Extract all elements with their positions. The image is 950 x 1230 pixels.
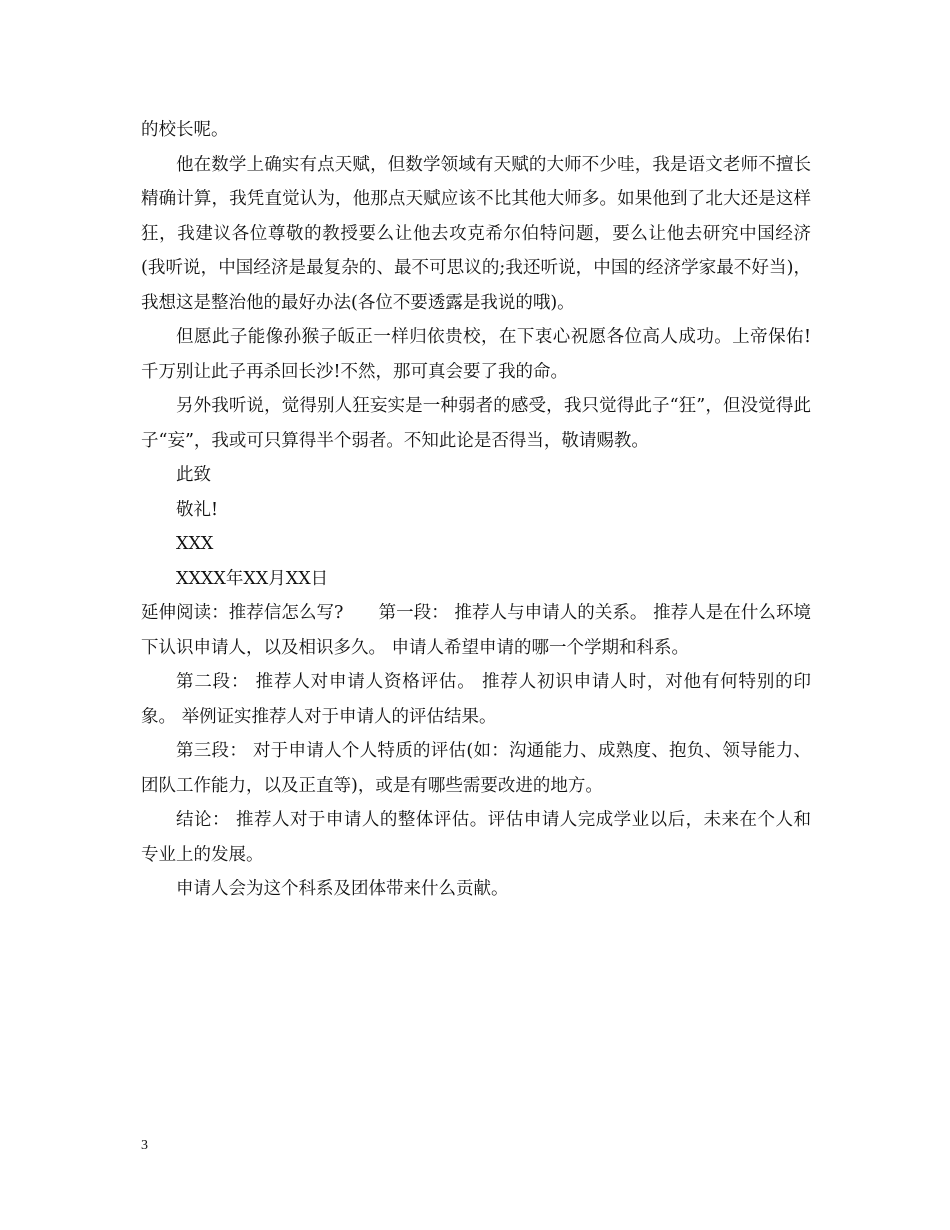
extended-reading-paragraph: 延伸阅读：推荐信怎么写? 第一段： 推荐人与申请人的关系。 推荐人是在什么环境下认识申请人，以及相识多久。 申请人希望申请的哪一个学期和科系。 xyxy=(141,603,811,658)
conclusion-paragraph: 结论： 推荐人对于申请人的整体评估。评估申请人完成学业以后，未来在个人和专业上的发展。 xyxy=(141,810,811,865)
signature-name: XXX xyxy=(176,534,214,554)
paragraph-1: 的校长呢。 xyxy=(141,120,229,140)
page-number: 3 xyxy=(141,1138,148,1153)
signature-date: XXXX年XX月XX日 xyxy=(176,568,329,589)
paragraph-4: 另外我听说，觉得别人狂妄实是一种弱者的感受，我只觉得此子“狂”，但没觉得此子“妄”，我或可只算得半个弱者。不知此论是否得当，敬请赐教。 xyxy=(141,396,811,451)
second-section-paragraph: 第二段： 推荐人对申请人资格评估。 推荐人初识申请人时，对他有何特别的印象。 举例证实推荐人对于申请人的评估结果。 xyxy=(141,672,811,727)
closing-salutation: 此致 xyxy=(176,465,211,485)
closing-regards: 敬礼! xyxy=(176,499,219,520)
contribution-paragraph: 申请人会为这个科系及团体带来什么贡献。 xyxy=(176,879,509,899)
third-section-paragraph: 第三段： 对于申请人个人特质的评估(如：沟通能力、成熟度、抱负、领导能力、团队工作能力，以及正直等)，或是有哪些需要改进的地方。 xyxy=(141,741,811,796)
paragraph-2: 他在数学上确实有点天赋，但数学领域有天赋的大师不少哇，我是语文老师不擅长精确计算，我凭直觉认为，他那点天赋应该不比其他大师多。如果他到了北大还是这样狂，我建议各位尊敬的教授要么让他去攻克希尔伯特问题，要么让他去研究中国经济(我听说，中国经济是最复杂的、最不可思议的;我还听说，中国的经济学家最不好当)，我想这是整治他的最好办法(各位不要透露是我说的哦)。 xyxy=(141,154,811,313)
paragraph-3: 但愿此子能像孙猴子皈正一样归依贵校，在下衷心祝愿各位高人成功。上帝保佑!千万别让此子再杀回长沙!不然，那可真会要了我的命。 xyxy=(141,327,811,382)
document-body xyxy=(141,113,811,907)
